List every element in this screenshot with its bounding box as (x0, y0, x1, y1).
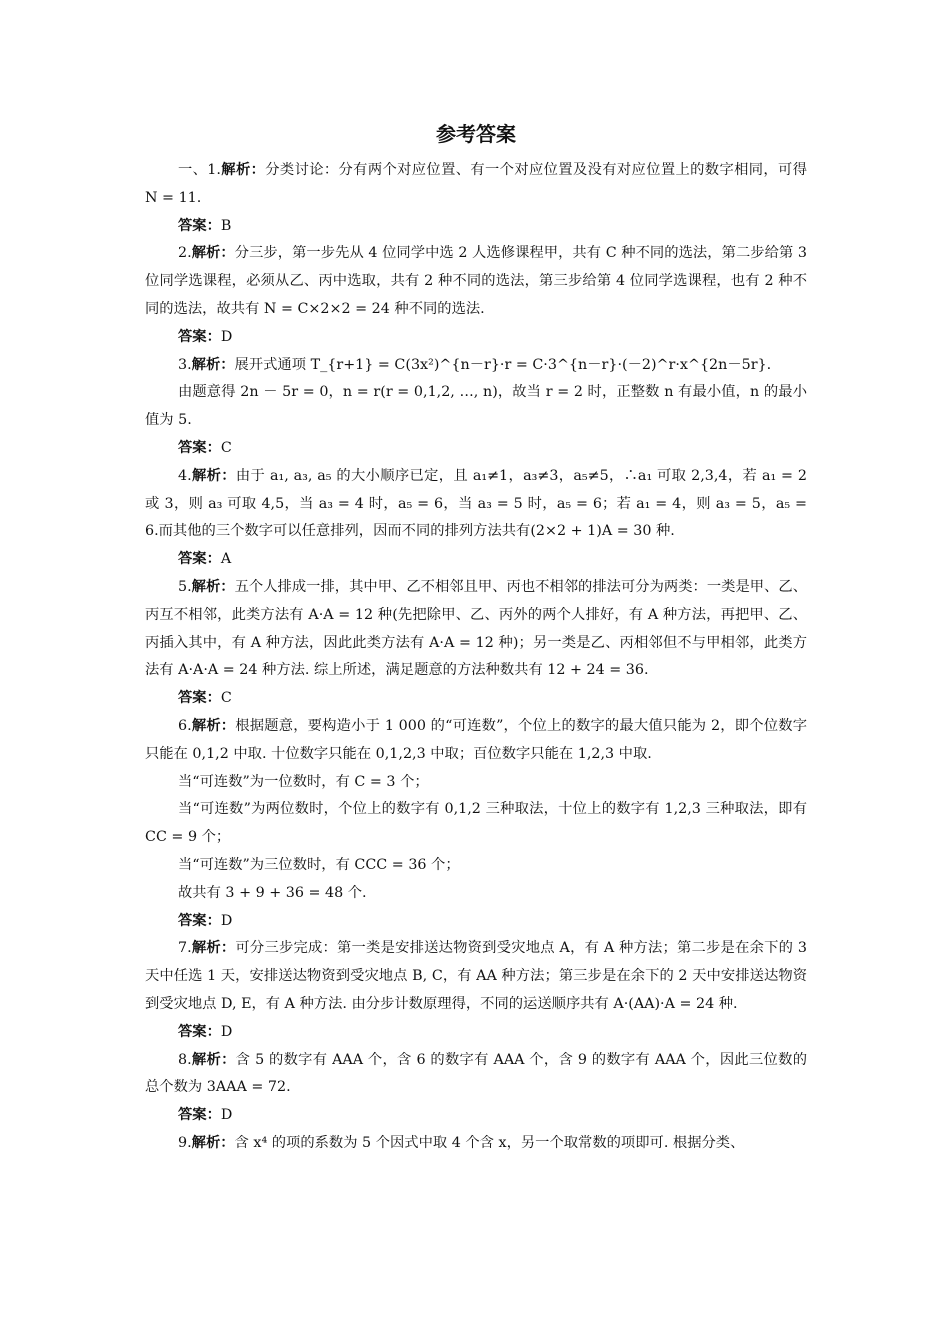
answer-line: 答案：C (178, 439, 232, 456)
paragraph-6-cont: 当“可连数”为三位数时，有 CCC = 36 个； (178, 856, 460, 873)
paragraph-6-cont: 当“可连数”为一位数时，有 C = 3 个； (178, 773, 429, 790)
paragraph-3: 3.解析：展开式通项 T_{r+1} = C(3x²)^{n－r}·r = C·3^{n－r}·(－2)^r·x^{2n－5r}. (178, 356, 772, 373)
paragraph-6-cont: 故共有 3 + 9 + 36 = 48 个. (178, 884, 367, 901)
paragraph-1: 一、1.解析：分类讨论：分有两个对应位置、有一个对应位置及没有对应位置上的数字相同，可得 N = 11. (145, 162, 808, 206)
answer-line: 答案：D (178, 912, 233, 929)
paragraph-6-cont: 当“可连数”为两位数时，个位上的数字有 0,1,2 三种取法，十位上的数字有 1,2,3 三种取法，即有 CC = 9 个； (145, 801, 807, 846)
paragraph-8: 8.解析：含 5 的数字有 AAA 个，含 6 的数字有 AAA 个，含 9 的数字有 AAA 个，因此三位数的总个数为 3AAA = 72. (145, 1051, 808, 1096)
answer-line: 答案：D (178, 328, 233, 345)
paragraph-9: 9.解析：含 x⁴ 的项的系数为 5 个因式中取 4 个含 x，另一个取常数的项即可. 根据分类、 (178, 1134, 745, 1151)
answer-line: 答案：D (178, 1107, 233, 1124)
answer-line: 答案：C (178, 690, 232, 707)
answer-document (145, 118, 807, 1158)
paragraph-6: 6.解析：根据题意，要构造小于 1 000 的“可连数”，个位上的数字的最大值只能为 2，即个位数字只能在 0,1,2 中取. 十位数字只能在 0,1,2,3 中取；百位数字只能在 1,2,3 中取. (145, 717, 807, 762)
answer-line: 答案：A (178, 551, 232, 568)
paragraph-3-cont: 由题意得 2n － 5r = 0，n = r(r = 0,1,2, …, n)，故当 r = 2 时，正整数 n 有最小值，n 的最小值为 5. (145, 384, 807, 429)
paragraph-4: 4.解析：由于 a₁, a₃, a₅ 的大小顺序已定，且 a₁≠1，a₃≠3，a₅≠5，∴a₁ 可取 2,3,4，若 a₁ = 2 或 3，则 a₃ 可取 4,5，当 a₃ = 4 时，a₅ = 6，当 a₃ = 5 时，a₅ = 6；若 a₁ = 4，则 a₃ = 5，a₅ = 6.而其他的三个数字可以任意排列，因而不同的排列方法共有(2×2 + 1)A = 30 种. (145, 467, 807, 540)
paragraph-2: 2.解析：分三步，第一步先从 4 位同学中选 2 人选修课程甲，共有 C 种不同的选法，第二步给第 3 位同学选课程，必须从乙、丙中选取，共有 2 种不同的选法，第三步给第 4 位同学选课程，也有 2 种不同的选法，故共有 N = C×2×2 = 24 种不同的选法. (145, 245, 808, 317)
paragraph-7: 7.解析：可分三步完成：第一类是安排送达物资到受灾地点 A，有 A 种方法；第二步是在余下的 3 天中任选 1 天，安排送达物资到受灾地点 B, C，有 AA 种方法；第三步是在余下的 2 天中安排送达物资到受灾地点 D, E，有 A 种方法. 由分步计数原理得，不同的运送顺序共有 A·(AA)·A = 24 种. (145, 940, 807, 1012)
answer-body (145, 157, 807, 1158)
answer-line: 答案：D (178, 1023, 233, 1040)
page-title: 参考答案 (436, 122, 516, 146)
paragraph-5: 5.解析：五个人排成一排，其中甲、乙不相邻且甲、丙也不相邻的排法可分为两类：一类是甲、乙、丙互不相邻，此类方法有 A·A = 12 种(先把除甲、乙、丙外的两个人排好，有 A 种方法，再把甲、乙、丙插入其中，有 A 种方法，因此此类方法有 A·A = 12 种)；另一类是乙、丙相邻但不与甲相邻，此类方法有 A·A·A = 24 种方法. 综上所述，满足题意的方法种数共有 12 + 24 = 36. (145, 578, 808, 679)
answer-line: 答案：B (178, 217, 232, 234)
